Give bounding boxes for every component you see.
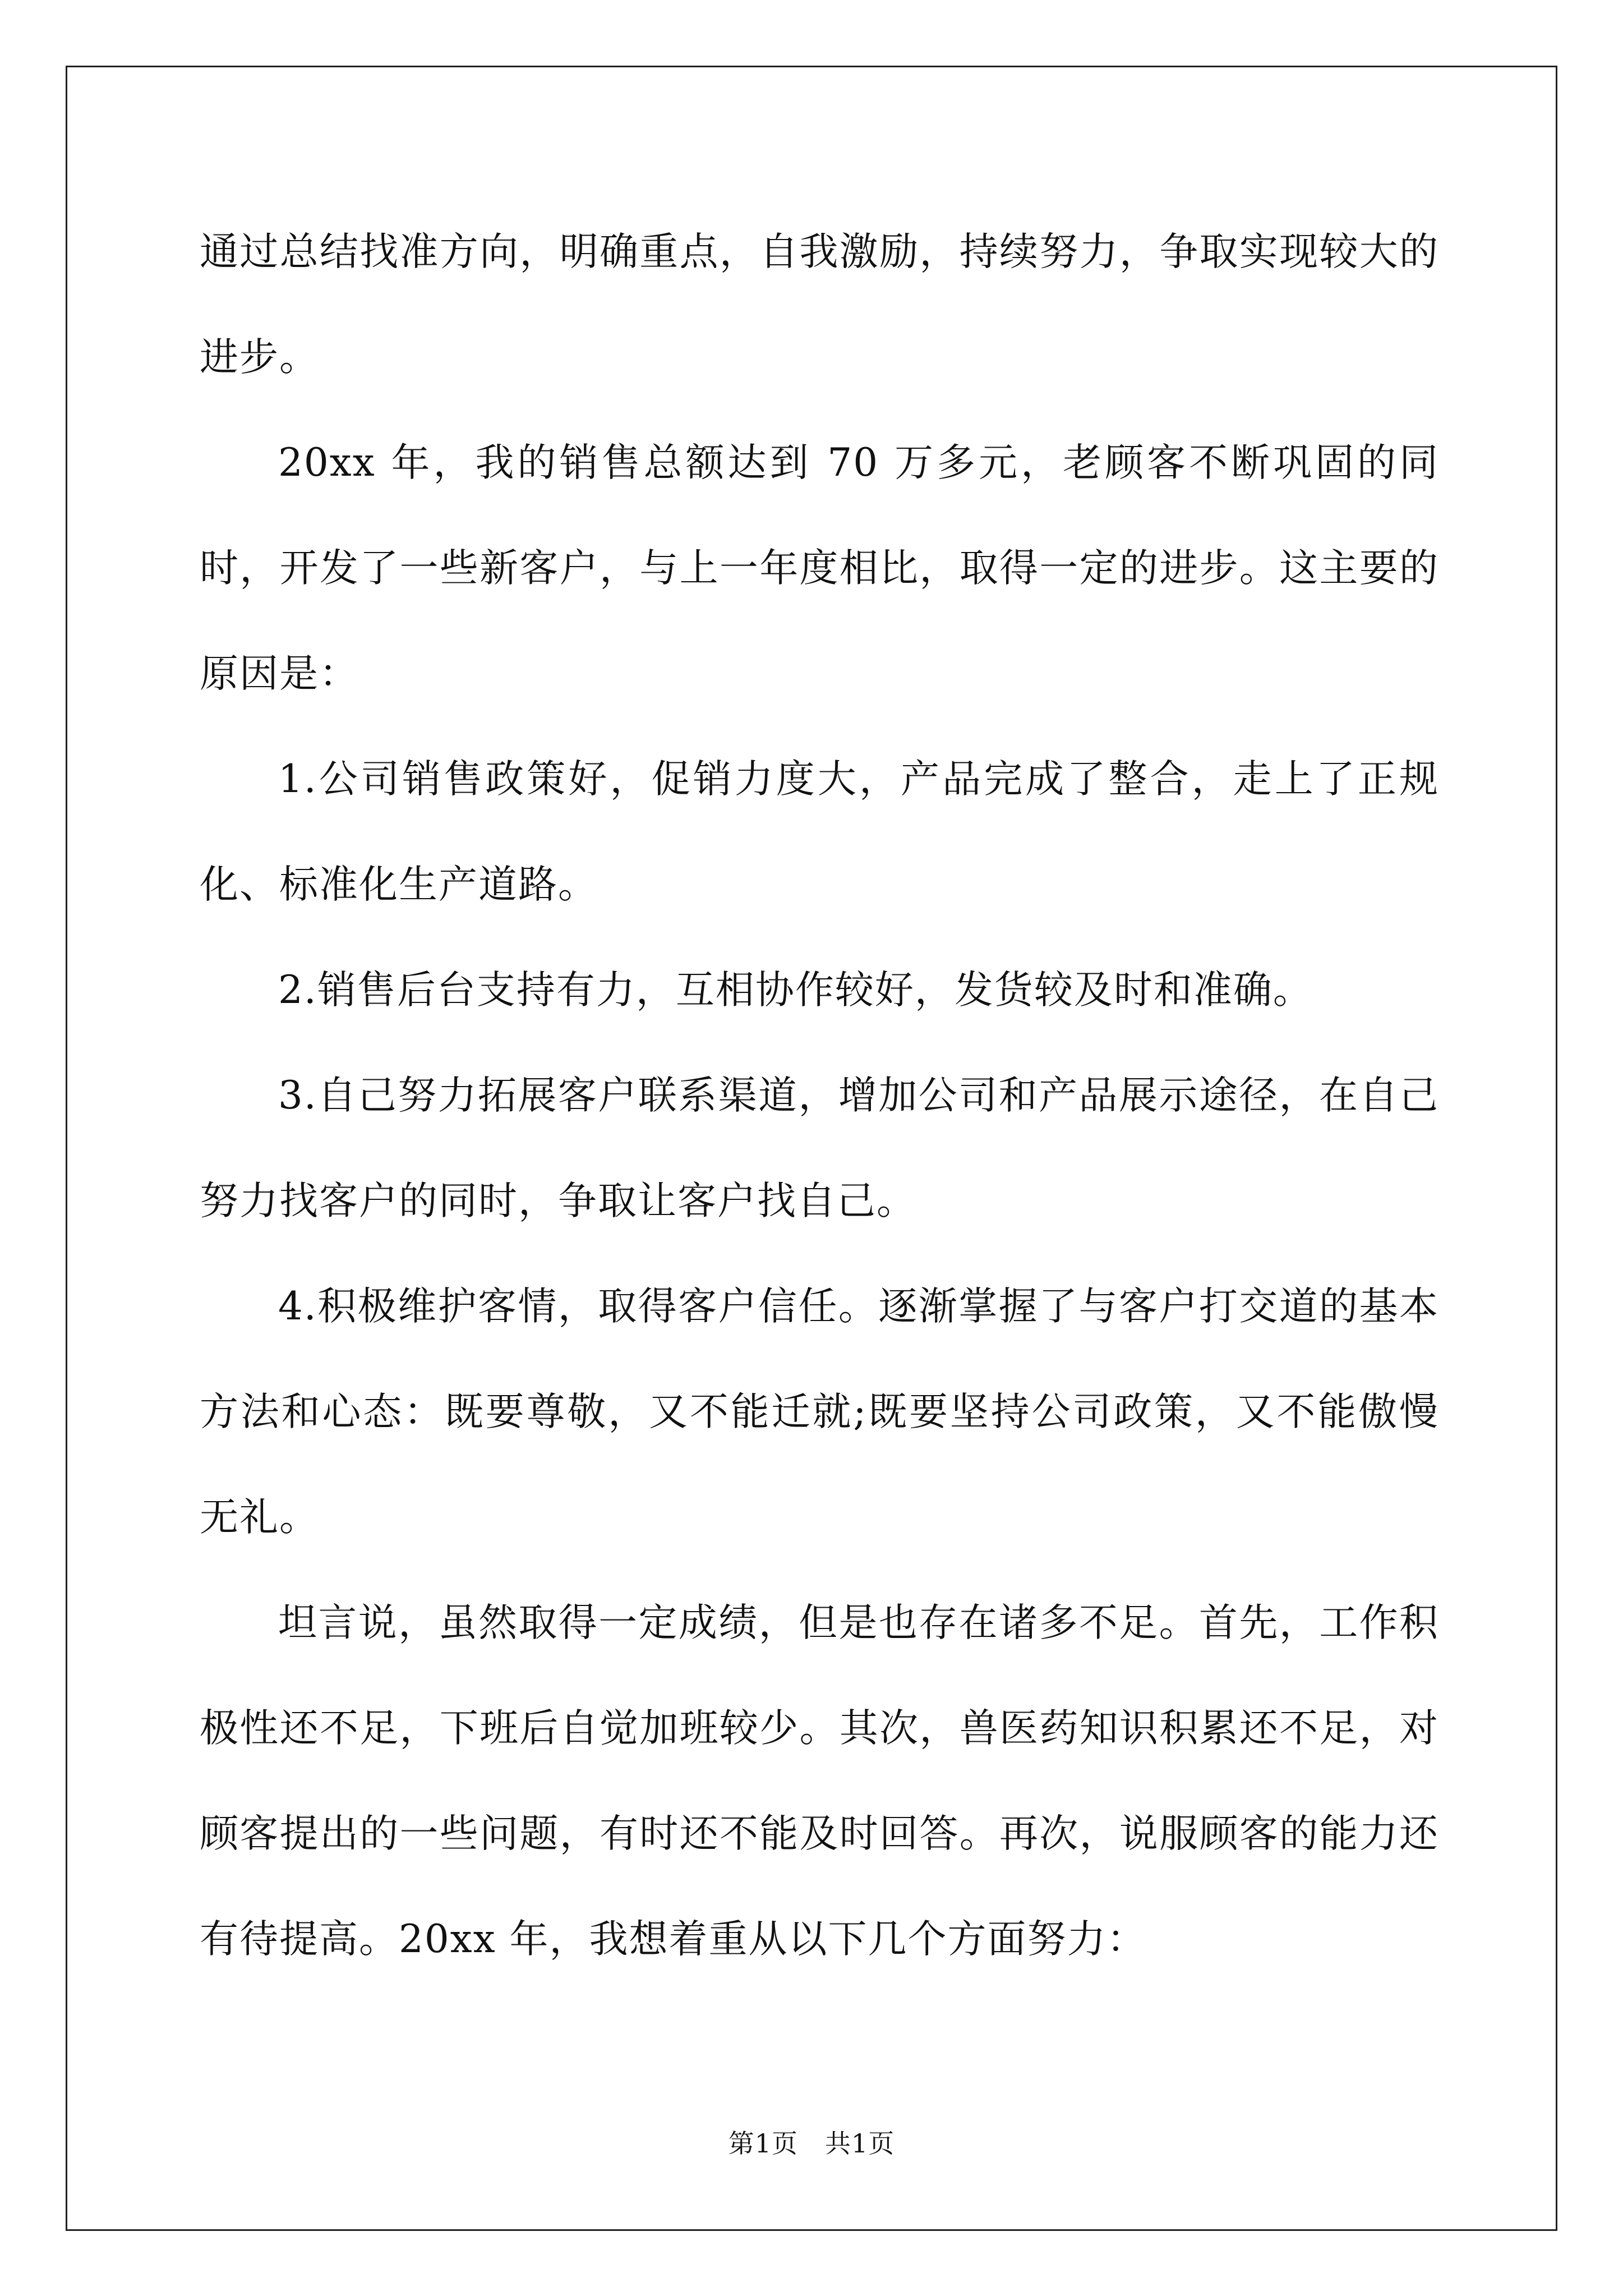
paragraph-3: 1.公司销售政策好，促销力度大，产品完成了整合，走上了正规化、标准化生产道路。 (200, 757, 1439, 907)
page-footer (0, 2127, 1623, 2160)
paragraph-4: 2.销售后台支持有力，互相协作较好，发货较及时和准确。 (278, 968, 1313, 1013)
paragraph-6: 4.积极维护客情，取得客户信任。逐渐掌握了与客户打交道的基本方法和心态：既要尊敬，又不能迁就;既要坚持公司政策，又不能傲慢无礼。 (200, 1284, 1439, 1540)
paragraph-5: 3.自己努力拓展客户联系渠道，增加公司和产品展示途径，在自己努力找客户的同时，争取让客户找自己。 (200, 1073, 1439, 1223)
page-total: 共1页 (825, 2128, 895, 2159)
paragraph-2: 20xx 年，我的销售总额达到 70 万多元，老顾客不断巩固的同时，开发了一些新客户，与上一年度相比，取得一定的进步。这主要的原因是： (200, 440, 1439, 696)
paragraph-1: 通过总结找准方向，明确重点，自我激励，持续努力，争取实现较大的进步。 (200, 229, 1439, 380)
paragraph-7: 坦言说，虽然取得一定成绩，但是也存在诸多不足。首先，工作积极性还不足，下班后自觉加班较少。其次，兽医药知识积累还不足，对顾客提出的一些问题，有时还不能及时回答。再次，说服顾客的能力还有待提高。20xx 年，我想着重从以下几个方面努力： (200, 1600, 1439, 1962)
page-number: 第1页 (728, 2128, 798, 2159)
document-body (200, 199, 1439, 1992)
